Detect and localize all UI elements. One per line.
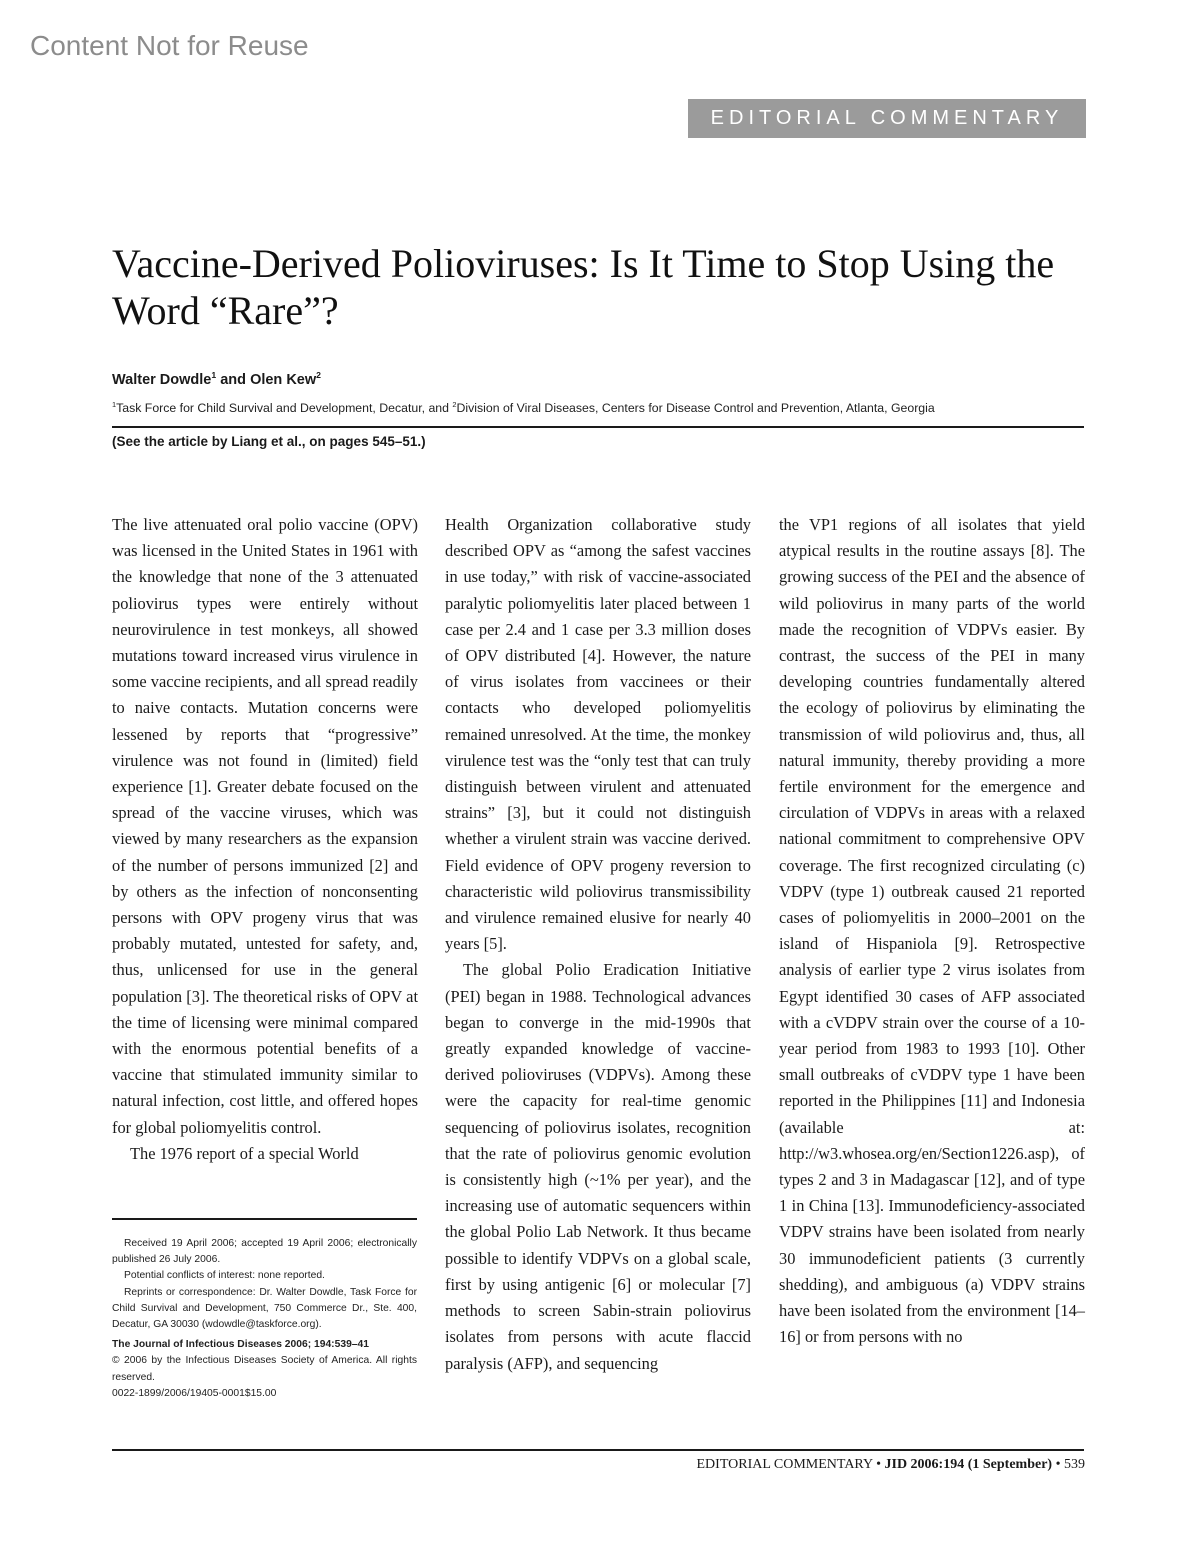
paragraph: The live attenuated oral polio vaccine (OPV) was licensed in the United States in 1961 with the knowledge that none of the 3 attenuated poliovirus types were entirely without neurovirulence in test monkeys, all showed mutations toward increased virus virulence in some vaccine recipients, and all spread readily to naive contacts. Mutation concerns were lessened by reports that “progressive” virulence was not found in (limited) field experience [1]. Greater debate focused on the spread of the vaccine viruses, which was viewed by many researchers as the expansion of the number of persons immunized [2] and by others as the infection of nonconsenting persons with OPV progeny virus that was probably mutated, untested for safety, and, thus, unlicensed for use in the general population [3]. The theoretical risks of OPV at the time of licensing were minimal compared with the enormous potential benefits of a vaccine that stimulated immunity similar to natural infection, cost little, and offered hopes for global poliomyelitis control. — [112, 515, 418, 1137]
body-column-2 — [445, 512, 751, 1377]
affiliation-marker: 1 — [211, 370, 217, 381]
footer-separator: • — [872, 1457, 885, 1472]
affiliation-line — [112, 401, 1087, 415]
header-divider — [112, 426, 1084, 428]
author-name: Olen Kew — [250, 372, 317, 388]
footer-divider — [112, 1449, 1084, 1451]
running-footer — [697, 1457, 1086, 1473]
footnote-conflicts: Potential conflicts of interest: none reported. — [124, 1270, 325, 1282]
see-article-note: (See the article by Liang et al., on pages 545–51.) — [112, 434, 426, 449]
paragraph: Health Organization collaborative study described OPV as “among the safest vaccines in use today,” with risk of vaccine-associated paralytic poliomyelitis later placed between 1 case per 2.4 and 1 case per 3.3 million doses of OPV distributed [4]. However, the nature of virus isolates from vaccinees or their contacts who developed poliomyelitis remained unresolved. At the time, the monkey virulence test was the “only test that can truly distinguish between virulent and attenuated strains” [3], but it could not distinguish whether a virulent strain was vaccine derived. Field evidence of OPV progeny reversion to characteristic wild poliovirus transmissibility and virulence remained elusive for nearly 40 years [5]. — [445, 515, 751, 954]
affiliation-text: Division of Viral Diseases, Centers for Disease Control and Prevention, Atlanta, Georgia — [456, 401, 935, 415]
body-column-1 — [112, 512, 418, 1167]
author-conjunction: and — [216, 372, 251, 388]
footnote-received: Received 19 April 2006; accepted 19 April 2006; electronically published 26 July 2006. — [112, 1238, 417, 1266]
paragraph: The 1976 report of a special World — [130, 1143, 359, 1163]
paragraph: The global Polio Eradication Initiative (PEI) began in 1988. Technological advances began to converge in the mid-1990s that greatly expanded knowledge of vaccine-derived polioviruses (VDPVs). Among these were the capacity for real-time genomic sequencing of poliovirus isolates, recognition that the rate of poliovirus genomic evolution is consistently high (~1% per year), and the increasing use of automatic sequencers within the global Polio Lab Network. It thus became possible to identify VDPVs on a global scale, first by using antigenic [6] or molecular [7] methods to screen Sabin-strain poliovirus isolates from persons with acute flaccid paralysis (AFP), and sequencing — [445, 960, 751, 1373]
footnote-divider — [112, 1218, 417, 1220]
footer-citation: JID 2006:194 (1 September) — [884, 1457, 1053, 1472]
footer-section-label: EDITORIAL COMMENTARY — [696, 1457, 873, 1472]
author-line — [112, 372, 321, 388]
page-number: 539 — [1064, 1457, 1085, 1472]
copyright-notice: © 2006 by the Infectious Diseases Society of America. All rights reserved. — [112, 1355, 417, 1383]
watermark: Content Not for Reuse — [30, 30, 309, 61]
section-banner: EDITORIAL COMMENTARY — [688, 99, 1086, 138]
affiliation-marker: 1 — [112, 399, 117, 409]
footer-separator: • — [1052, 1457, 1064, 1472]
article-title: Vaccine-Derived Polioviruses: Is It Time to Stop Using the Word “Rare”? — [112, 241, 1055, 333]
affiliation-marker: 2 — [452, 399, 457, 409]
paragraph: the VP1 regions of all isolates that yield atypical results in the routine assays [8]. The growing success of the PEI and the absence of wild poliovirus in many parts of the world made the recognition of VDPVs easier. By contrast, the success of the PEI in many developing countries fundamentally altered the ecology of poliovirus by eliminating the transmission of wild poliovirus and, thus, all natural immunity, thereby providing a more fertile environment for the emergence and circulation of VDPVs in areas with a relaxed national commitment to comprehensive OPV coverage. The first recognized circulating (c) VDPV (type 1) outbreak caused 21 reported cases of poliomyelitis in 2000–2001 on the island of Hispaniola [9]. Retrospective analysis of earlier type 2 virus isolates from Egypt identified 30 cases of AFP associated with a cVDPV strain over the course of a 10-year period from 1983 to 1993 [10]. Other small outbreaks of cVDPV type 1 have been reported in the Philippines [11] and Indonesia (available at: http://w3.whosea.org/en/Section1226.asp), of types 2 and 3 in Madagascar [12], and of type 1 in China [13]. Immunodeficiency-associated VDPV strains have been isolated from nearly 30 immunodeficient patients (3 currently shedding), and ambiguous (a) VDPV strains have been isolated from the environment [14–16] or from persons with no — [779, 515, 1085, 1347]
article-code: 0022-1899/2006/19405-0001$15.00 — [112, 1387, 277, 1399]
journal-citation: The Journal of Infectious Diseases 2006; 194:539–41 — [112, 1339, 369, 1351]
affiliation-text: Task Force for Child Survival and Development, Decatur, and — [116, 401, 453, 415]
author-name: Walter Dowdle — [112, 372, 212, 388]
affiliation-marker: 2 — [316, 370, 321, 381]
footnote-reprints: Reprints or correspondence: Dr. Walter Dowdle, Task Force for Child Survival and Development, 750 Commerce Dr., Ste. 400, Decatur, GA 30030 (wdowdle@taskforce.org). — [112, 1286, 417, 1331]
body-column-3 — [779, 512, 1085, 1351]
footnotes — [112, 1236, 417, 1402]
